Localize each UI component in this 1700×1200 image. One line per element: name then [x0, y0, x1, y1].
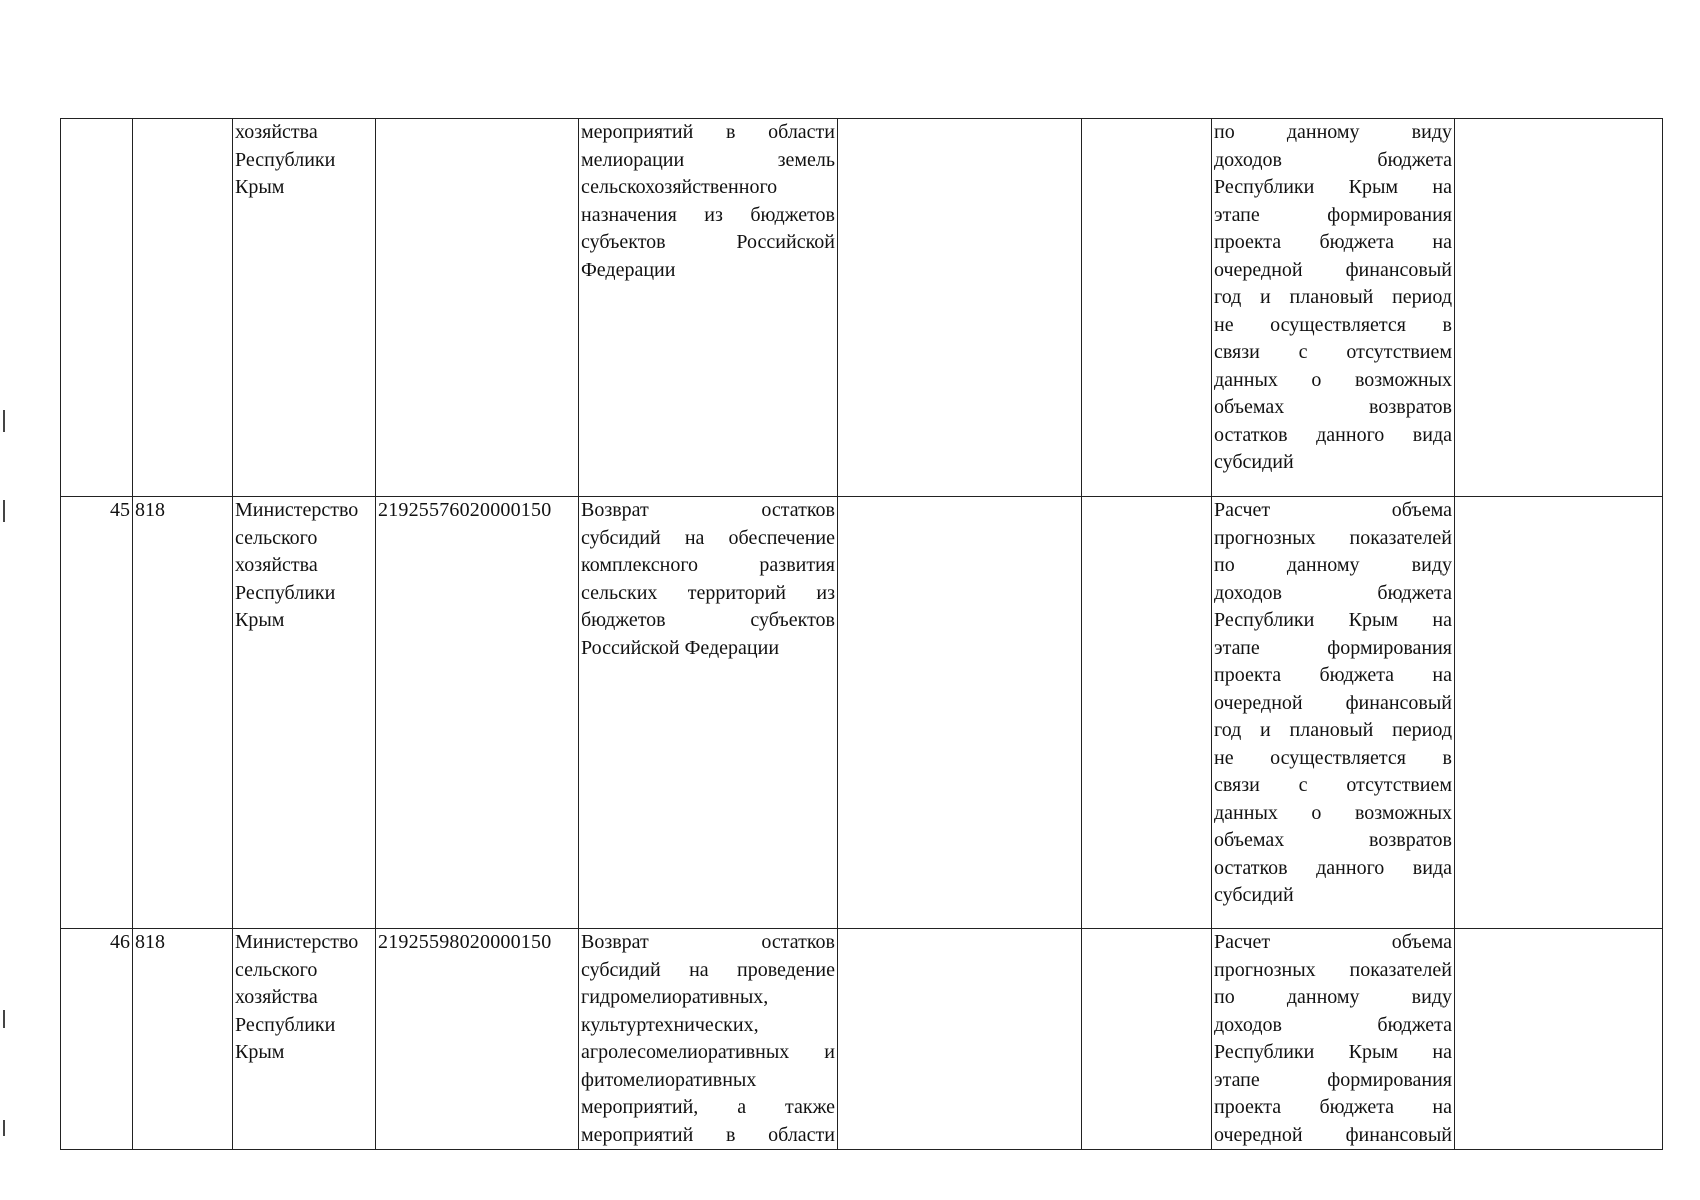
row-number: 45 [61, 497, 133, 929]
revenue-name: Возврат остатков субсидий на обеспечение комплексного развития сельских территорий из бюджетов субъектов Российской Федерации [579, 497, 838, 929]
kbk-code [376, 119, 579, 497]
forecast-note: по данному виду доходов бюджета Республики Крым на этапе формирования проекта бюджета на очередной финансовый год и плановый период не осуществляется в связи с отсутствием данных о возможных объемах возвратов остатков данного вида субсидий [1212, 119, 1455, 497]
row-number [61, 119, 133, 497]
admin-code [133, 119, 233, 497]
scan-mark [3, 410, 5, 432]
empty-cell [1082, 929, 1212, 1150]
table-row [61, 119, 1663, 497]
forecast-note: Расчет объема прогнозных показателей по данному виду доходов бюджета Республики Крым на этапе формирования проекта бюджета на очередной финансовый год и плановый период не осуществляется в связи с отсутствием данных о возможных объемах возвратов остатков данного вида субсидий [1212, 497, 1455, 929]
empty-cell [838, 497, 1082, 929]
kbk-code: 21925598020000150 [376, 929, 579, 1150]
admin-code: 818 [133, 929, 233, 1150]
scan-mark [3, 1010, 5, 1028]
empty-cell [1455, 119, 1663, 497]
empty-cell [1082, 119, 1212, 497]
scan-mark [3, 1120, 5, 1136]
kbk-code: 21925576020000150 [376, 497, 579, 929]
empty-cell [838, 119, 1082, 497]
org-name: Министерство сельского хозяйства Республики Крым [233, 929, 376, 1150]
empty-cell [1455, 929, 1663, 1150]
forecast-note: Расчет объема прогнозных показателей по данному виду доходов бюджета Республики Крым на этапе формирования проекта бюджета на очередной финансовый [1212, 929, 1455, 1150]
admin-code: 818 [133, 497, 233, 929]
revenue-name: Возврат остатков субсидий на проведение гидромелиоративных, культуртехнических, агролесомелиоративных и фитомелиоративных мероприятий, а также мероприятий в области [579, 929, 838, 1150]
empty-cell [1455, 497, 1663, 929]
org-name: хозяйства Республики Крым [233, 119, 376, 497]
scan-mark [3, 500, 5, 522]
table-row [61, 497, 1663, 929]
row-number: 46 [61, 929, 133, 1150]
table-row [61, 929, 1663, 1150]
empty-cell [1082, 497, 1212, 929]
empty-cell [838, 929, 1082, 1150]
revenue-forecast-table [60, 118, 1663, 1150]
revenue-name: мероприятий в области мелиорации земель сельскохозяйственного назначения из бюджетов субъектов Российской Федерации [579, 119, 838, 497]
org-name: Министерство сельского хозяйства Республики Крым [233, 497, 376, 929]
